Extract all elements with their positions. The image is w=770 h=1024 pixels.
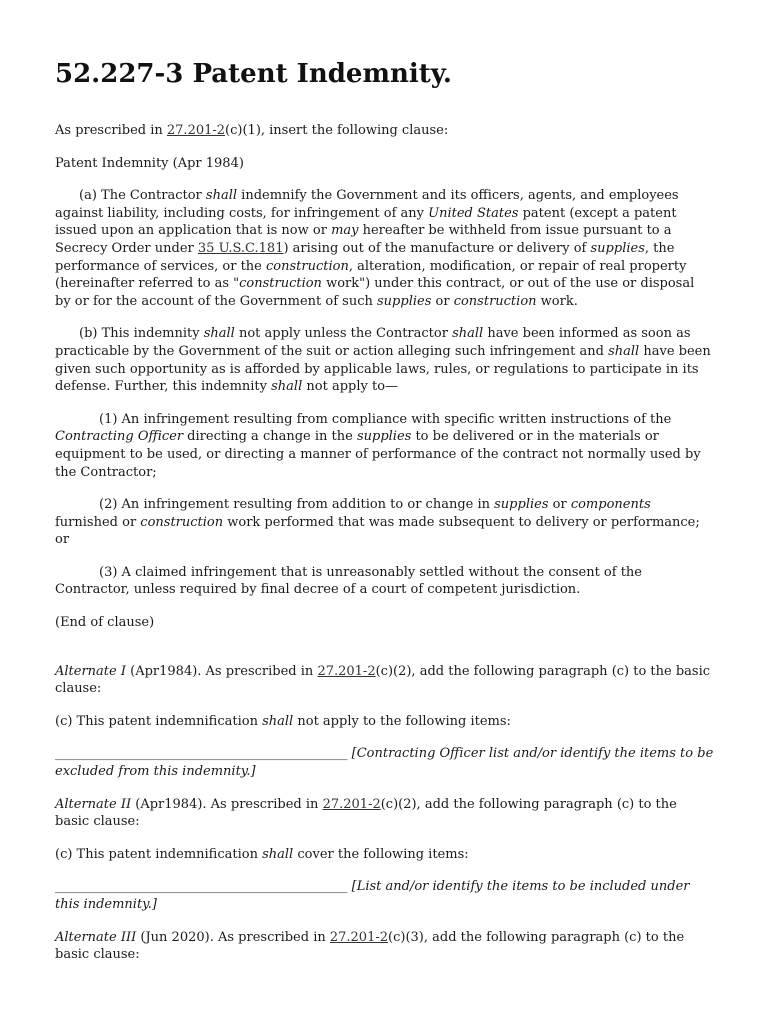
paragraph-b3: (3) A claimed infringement that is unreasonably settled without the consent of the Contractor, unless required by final decree of a court of competent jurisdiction. (55, 564, 642, 598)
paragraph-b1: (1) An infringement resulting from compliance with specific written instructions of the Contracting Officer directing a change in the supplies to be delivered or in the materials or equipment to be used, or directing a manner of performance of the contract not normally used by the Contractor; (55, 411, 701, 480)
fill-in-blank: _____________________________________________ (55, 746, 348, 762)
paragraph-a: (a) The Contractor shall indemnify the Government and its officers, agents, and employees against liability, including costs, for infringement of any United States patent (except a patent issued upon an application that is now or may hereafter be withheld from issue pursuant to a Secrecy Order under 35 U.S.C.181) arising out of the manufacture or delivery of supplies, the performance of services, or the construction, alteration, modification, or repair of real property (hereinafter referred to as "construction work") under this contract, or out of the use or disposal by or for the account of the Government of such supplies or construction work. (55, 188, 695, 309)
paragraph-b: (b) This indemnity shall not apply unless the Contractor shall have been informed as soon as practicable by the Government of the suit or action alleging such infringement and shall have been given such opportunity as is afforded by applicable laws, rules, or regulations to participate in its defense. Further, this indemnity shall not apply to— (55, 326, 711, 395)
alt2-link-27-201-2[interactable]: 27.201-2 (322, 796, 381, 812)
link-35-usc-181[interactable]: 35 U.S.C.181 (197, 240, 284, 256)
alternate-1-items-blank: _____________________________________________ [Contracting Officer list and/or identify the items to be excluded from this indemnity.] (55, 746, 714, 780)
alternate-2-paragraph-c: (c) This patent indemnification shall cover the following items: (55, 846, 469, 862)
alternate-3: Alternate III (Jun 2020). As prescribed in 27.201-2(c)(3), add the following paragraph (c) to the basic clause: (55, 929, 685, 963)
alt1-link-27-201-2[interactable]: 27.201-2 (317, 663, 376, 679)
alternate-2-items-blank: _____________________________________________ [List and/or identify the items to be included under this indemnity.] (55, 879, 690, 912)
end-of-clause: (End of clause) (55, 615, 155, 631)
alternate-2: Alternate II (Apr1984). As prescribed in 27.201-2(c)(2), add the following paragraph (c) to the basic clause: (55, 796, 677, 830)
page-title: 52.227-3 Patent Indemnity. (55, 59, 452, 89)
alternate-1-paragraph-c: (c) This patent indemnification shall not apply to the following items: (55, 713, 511, 729)
alternate-1: Alternate I (Apr1984). As prescribed in 27.201-2(c)(2), add the following paragraph (c) to the basic clause: (55, 663, 711, 697)
intro-paragraph (55, 122, 714, 140)
alt3-link-27-201-2[interactable]: 27.201-2 (329, 929, 389, 945)
intro-text: As prescribed in (55, 123, 167, 138)
intro-link-27-201-2[interactable]: 27.201-2 (166, 123, 226, 138)
fill-in-blank: _____________________________________________ (55, 879, 348, 895)
intro-text-after: (c)(1), insert the following clause: (225, 123, 449, 138)
paragraph-b2: (2) An infringement resulting from addition to or change in supplies or components furnished or construction work performed that was made subsequent to delivery or performance; or (55, 497, 700, 548)
clause-title: Patent Indemnity (Apr 1984) (55, 155, 244, 171)
